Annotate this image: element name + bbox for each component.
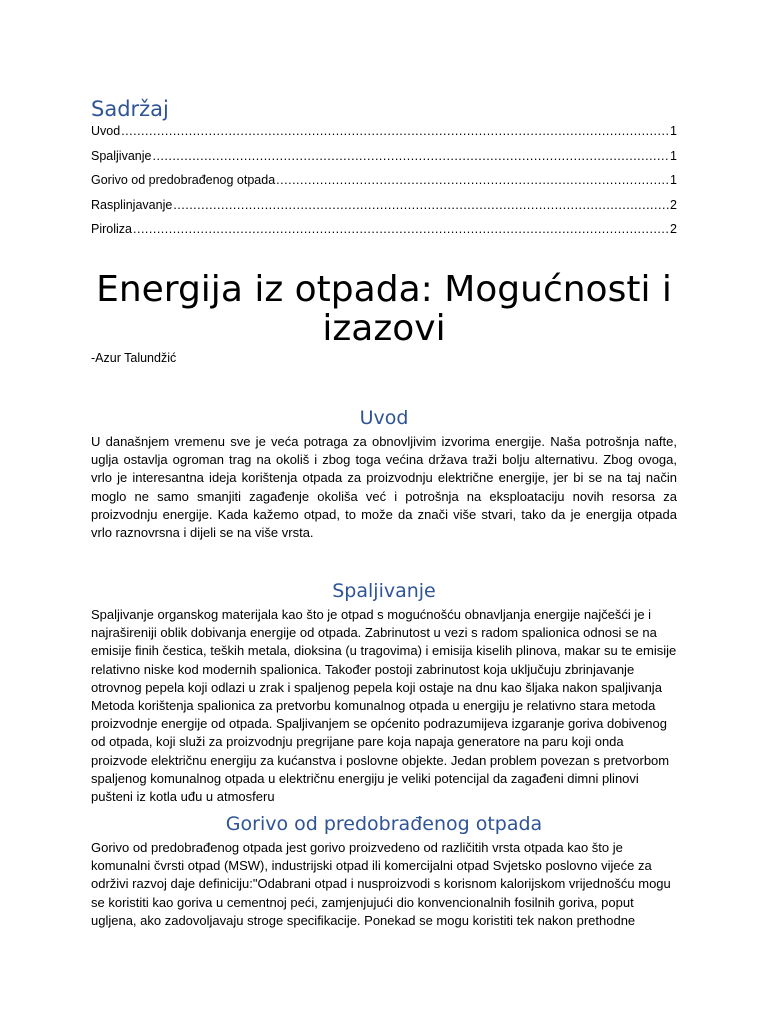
section-heading-gorivo: Gorivo od predobrađenog otpada bbox=[225, 813, 543, 835]
toc-leader-dots bbox=[173, 198, 669, 212]
table-of-contents bbox=[91, 124, 677, 247]
toc-leader-dots bbox=[276, 173, 669, 187]
toc-leader-dots bbox=[152, 149, 669, 163]
toc-item-page: 2 bbox=[670, 222, 677, 236]
toc-item-page: 1 bbox=[670, 148, 677, 163]
toc-title: Sadržaj bbox=[91, 97, 169, 121]
toc-item-gorivo[interactable] bbox=[91, 173, 677, 198]
toc-item-spaljivanje[interactable] bbox=[91, 149, 677, 174]
toc-item-page: 1 bbox=[670, 124, 677, 138]
author-line: -Azur Talundžić bbox=[91, 351, 177, 365]
toc-leader-dots bbox=[133, 222, 669, 236]
section-body-spaljivanje: Spaljivanje organskog materijala kao što je otpad s mogućnošću obnavljanja energije najčešći je i najrašireniji oblik dobivanja energije od otpada. Zabrinutost u vezi s radom spalionica odnosi se na emisije finih čestica, teških metala, dioksina (u tragovima) i emisija kiselih plinova, makar su te emisije relativno niske kod modernih spalionica. Također postoji zabrinutost koja uključuju zbrinjavanje otrovnog pepela koji odlazi u zrak i spaljenog pepela koji ostaje na dnu kao šljaka nakon spaljivanja Metoda korištenja spalionica za pretvorbu komunalnog otpada u energiju je relativno stara metoda proizvodnje energije od otpada. Spaljivanjem se općenito podrazumijeva izgaranje goriva dobivenog od otpada, koji služi za proizvodnju pregrijane pare koja napaja generatore na paru koji onda proizvode električnu energiju za kućanstva i poslovne objekte. Jedan problem povezan s pretvorbom spaljenog komunalnog otpada u električnu energiju je veliki potencijal da zagađeni dimni plinovi pušteni iz kotla uđu u atmosferu bbox=[91, 607, 677, 805]
toc-item-label: Piroliza bbox=[91, 222, 132, 236]
toc-item-label: Gorivo od predobrađenog otpada bbox=[91, 173, 276, 187]
toc-item-piroliza[interactable] bbox=[91, 222, 677, 247]
section-heading-spaljivanje: Spaljivanje bbox=[332, 580, 436, 602]
section-heading-uvod: Uvod bbox=[359, 407, 409, 429]
section-body-uvod: U današnjem vremenu sve je veća potraga za obnovljivim izvorima energije. Naša potrošnja nafte, uglja ostavlja ogroman trag na okoliš i zbog toga većina država traži bolju alternativu. Zbog ovoga, vrlo je interesantna ideja korištenja otpada za proizvodnju električne energije, jer bi se na taj način moglo ne samo smanjiti zagađenje okoliša već i potrošnja na eksploataciju novih resorsa za proizvodnju energije. Kada kažemo otpad, to može da znači više stvari, tako da je energija otpada vrlo raznovrsna i dijeli se na više vrsta. bbox=[91, 434, 677, 541]
toc-item-label: Spaljivanje bbox=[91, 148, 152, 163]
toc-item-label: Rasplinjavanje bbox=[91, 197, 173, 212]
toc-item-uvod[interactable] bbox=[91, 124, 677, 149]
toc-item-page: 1 bbox=[670, 173, 677, 187]
toc-item-rasplinjavanje[interactable] bbox=[91, 198, 677, 223]
section-body-gorivo: Gorivo od predobrađenog otpada jest gorivo proizvedeno od različitih vrsta otpada kao što je komunalni čvrsti otpad (MSW), industrijski otpad ili komercijalni otpad Svjetsko poslovno vijeće za održivi razvoj daje definiciju:"Odabrani otpad i nusproizvodi s korisnom kalorijskom vrijednošću mogu se koristiti kao goriva u cementnoj peći, zamjenjujući dio konvencionalnih fosilnih goriva, poput ugljena, ako zadovoljavaju stroge specifikacije. Ponekad se mogu koristiti tek nakon prethodne bbox=[91, 840, 671, 928]
toc-item-label: Uvod bbox=[91, 124, 121, 138]
toc-item-page: 2 bbox=[670, 197, 677, 212]
document-title: Energija iz otpada: Mogućnosti i izazovi bbox=[96, 269, 672, 349]
toc-leader-dots bbox=[121, 124, 669, 138]
